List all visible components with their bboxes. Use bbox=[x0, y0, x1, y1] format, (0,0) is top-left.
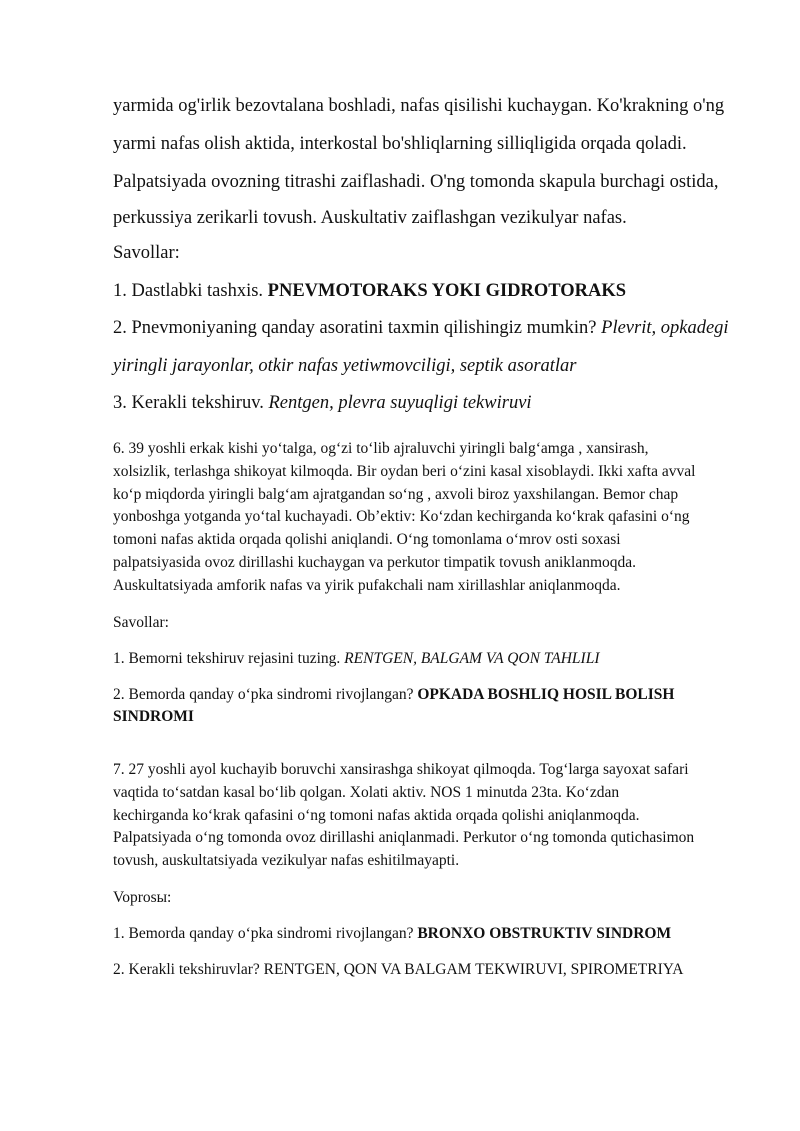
case-6-block bbox=[113, 438, 733, 728]
case-6-line-6: palpatsiyasida ovoz dirillashi kuchaygan va perkutor timpatik tovush aniklanmoqda. bbox=[113, 553, 637, 571]
case-6-line-2: xolsizlik, terlashga shikoyat kilmoqda. Bir oydan beri o‘zini kasal xisoblaydi. Ikki xafta avval bbox=[113, 462, 696, 480]
case-5-question-2 bbox=[113, 309, 743, 385]
case-6-q2-answer-part-1: OPKADA BOSHLIQ HOSIL BOLISH bbox=[417, 685, 675, 703]
case-5-q2-answer-part-2: yiringli jarayonlar, otkir nafas yetiwmovciligi, septik asoratlar bbox=[113, 356, 577, 376]
case-6-line-5: tomoni nafas aktida orqada qolishi aniqlandi. O‘ng tomonlama o‘mrov osti soxasi bbox=[113, 531, 621, 549]
case-7-question-2: 2. Kerakli tekshiruvlar? RENTGEN, QON VA BALGAM TEKWIRUVI, SPIROMETRIYA bbox=[113, 960, 684, 978]
case-7-q1-text: 1. Bemorda qanday o‘pka sindromi rivojlangan? bbox=[113, 924, 418, 942]
case-6-question-2 bbox=[113, 684, 733, 728]
case-7-line-4: Palpatsiyada o‘ng tomonda ovoz dirillashi aniqlanmadi. Perkutor o‘ng tomonda qutichasimon bbox=[113, 829, 695, 847]
case-5-question-3 bbox=[113, 385, 743, 421]
case-6-description bbox=[113, 438, 733, 598]
case-6-line-1: 6. 39 yoshli erkak kishi yo‘talga, og‘zi to‘lib ajraluvchi yiringli balg‘amga , xansirash, bbox=[113, 440, 649, 457]
case-5-line-2: yarmi nafas olish aktida, interkostal bo'shliqlarning silliqligida orqada qoladi. bbox=[113, 134, 687, 154]
case-6-q2-answer-part-2: SINDROMI bbox=[113, 707, 194, 725]
case-5-q1-text: 1. Dastlabki tashxis. bbox=[113, 281, 268, 301]
case-7-question-1 bbox=[113, 923, 733, 945]
case-5-block bbox=[113, 87, 743, 421]
case-6-question-1 bbox=[113, 648, 733, 670]
case-5-q3-text: 3. Kerakli tekshiruv. bbox=[113, 393, 269, 413]
case-7-block bbox=[113, 759, 733, 981]
case-7-line-5: tovush, auskultatsiyada vezikulyar nafas eshitilmayapti. bbox=[113, 852, 460, 870]
case-7-questions-label: Voprosы: bbox=[113, 888, 172, 906]
case-7-line-1: 7. 27 yoshli ayol kuchayib boruvchi xansirashga shikoyat qilmoqda. Tog‘larga sayoxat safari bbox=[113, 761, 689, 778]
case-6-line-4: yonboshga yotganda yo‘tal kuchayadi. Ob’ektiv: Ko‘zdan kechirganda ko‘krak qafasini o‘ng bbox=[113, 508, 690, 526]
case-5-line-3: Palpatsiyada ovozning titrashi zaiflashadi. O'ng tomonda skapula burchagi ostida, bbox=[113, 172, 719, 192]
case-5-q2-answer-part-1: Plevrit, opkadegi bbox=[601, 318, 729, 338]
case-5-question-1 bbox=[113, 273, 743, 309]
case-5-q3-answer: Rentgen, plevra suyuqligi tekwiruvi bbox=[268, 393, 532, 413]
case-7-line-2: vaqtida to‘satdan kasal bo‘lib qolgan. Xolati aktiv. NOS 1 minutda 23ta. Ko‘zdan bbox=[113, 783, 620, 801]
case-7-q1-answer: BRONXO OBSTRUKTIV SINDROM bbox=[417, 924, 672, 942]
case-6-q1-answer: RENTGEN, BALGAM VA QON TAHLILI bbox=[344, 649, 600, 667]
case-6-line-7: Auskultatsiyada amforik nafas va yirik pufakchali nam xirillashlar aniqlanmoqda. bbox=[113, 576, 621, 594]
case-5-questions-label: Savollar: bbox=[113, 243, 180, 263]
case-5-q1-answer: PNEVMOTORAKS YOKI GIDROTORAKS bbox=[267, 281, 627, 301]
case-5-q2-text: 2. Pnevmoniyaning qanday asoratini taxmin qilishingiz mumkin? bbox=[113, 318, 602, 338]
case-7-line-3: kechirganda ko‘krak qafasini o‘ng tomoni nafas aktida orqada qolishi aniqlanmoqda. bbox=[113, 806, 640, 824]
case-5-line-1: yarmida og'irlik bezovtalana boshladi, nafas qisilishi kuchaygan. Ko'krakning o'ng bbox=[113, 96, 725, 116]
case-6-q1-text: 1. Bemorni tekshiruv rejasini tuzing. bbox=[113, 649, 345, 667]
case-6-questions-label: Savollar: bbox=[113, 613, 169, 631]
case-5-line-4: perkussiya zerikarli tovush. Auskultativ zaiflashgan vezikulyar nafas. bbox=[113, 208, 627, 228]
case-6-q2-text: 2. Bemorda qanday o‘pka sindromi rivojlangan? bbox=[113, 685, 418, 703]
case-7-description bbox=[113, 759, 733, 873]
case-6-line-3: ko‘p miqdorda yiringli balg‘am ajratgandan so‘ng , axvoli biroz yaxshilangan. Bemor chap bbox=[113, 485, 679, 503]
